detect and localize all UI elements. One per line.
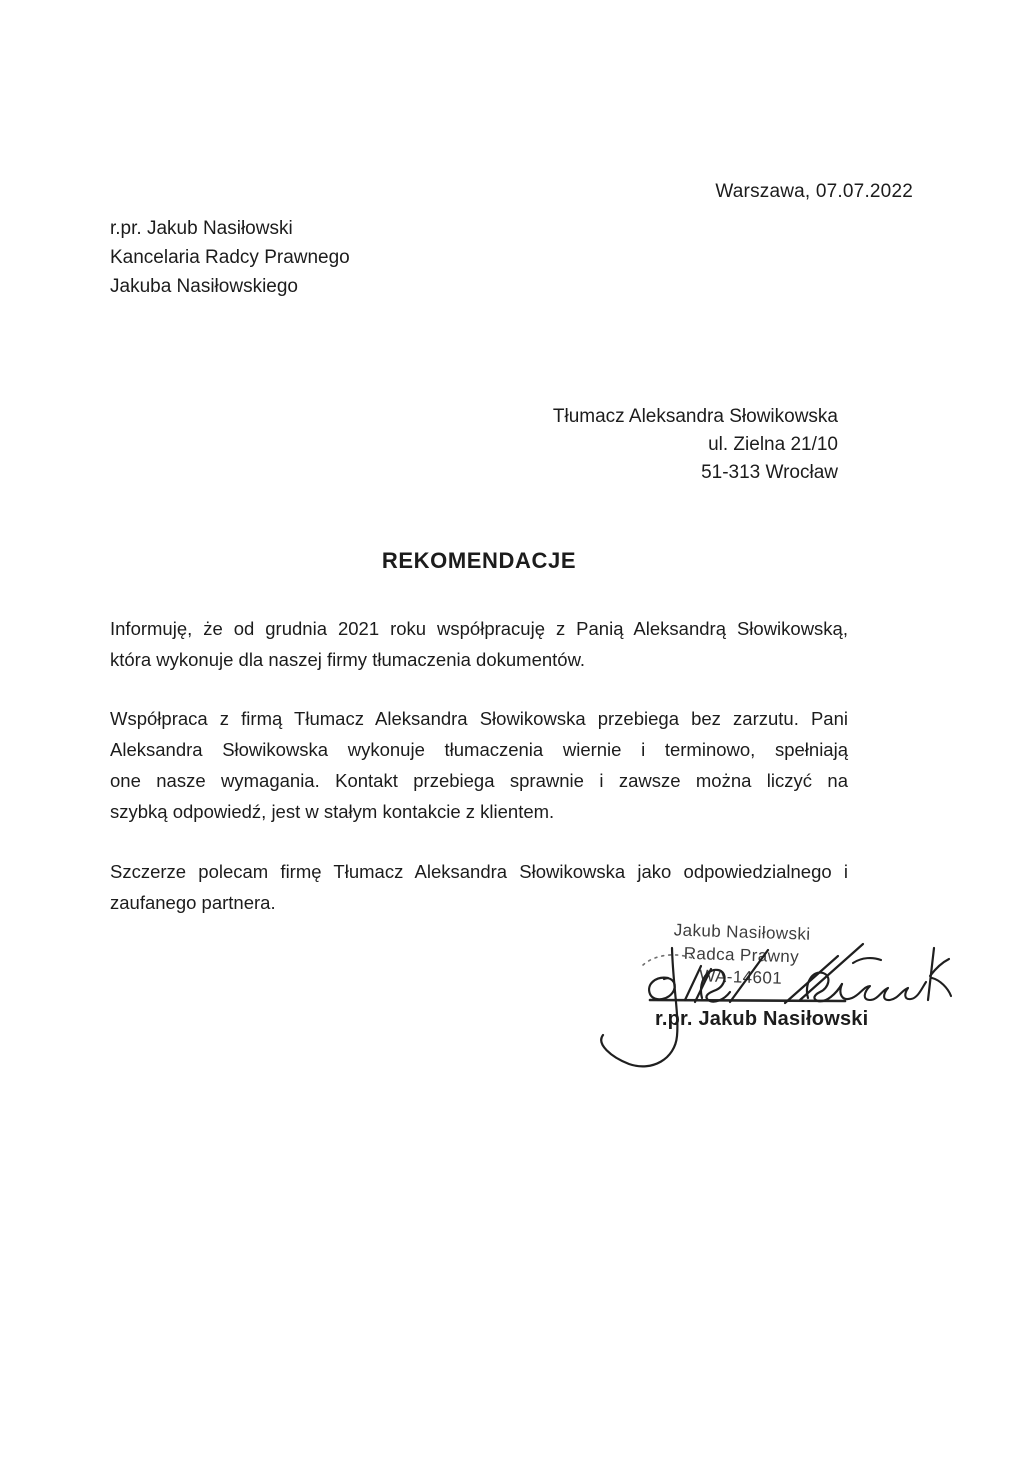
paragraph-2 xyxy=(110,703,848,827)
recipient-line: ul. Zielna 21/10 xyxy=(708,434,838,455)
paragraph-line: Informuję, że od grudnia 2021 roku współpracuję z Panią Aleksandrą Słowikowską, xyxy=(110,618,848,639)
paragraph-line: one nasze wymagania. Kontakt przebiega sprawnie i zawsze można liczyć na xyxy=(110,770,848,791)
recipient-block xyxy=(553,403,838,487)
paragraph-line: Aleksandra Słowikowska wykonuje tłumaczenia wiernie i terminowo, spełniają xyxy=(110,739,848,760)
recipient-line: Tłumacz Aleksandra Słowikowska xyxy=(552,406,838,427)
paragraph-line: Współpraca z firmą Tłumacz Aleksandra Słowikowska przebiega bez zarzutu. Pani xyxy=(110,708,848,729)
sender-block xyxy=(110,214,350,301)
document-title: REKOMENDACJE xyxy=(381,548,577,573)
recipient-line: 51-313 Wrocław xyxy=(701,462,838,483)
stamp-line-name: Jakub Nasiłowski xyxy=(673,920,811,944)
paragraph-line: szybką odpowiedź, jest w stałym kontakcie z klientem. xyxy=(110,801,555,822)
date-line: Warszawa, 07.07.2022 xyxy=(715,181,913,202)
stamp-line-title: Radca Prawny xyxy=(683,943,800,966)
paragraph-line: zaufanego partnera. xyxy=(110,892,276,913)
paragraph-line: Szczerze polecam firmę Tłumacz Aleksandra Słowikowska jako odpowiedzialnego i xyxy=(110,861,848,882)
paragraph-line: która wykonuje dla naszej firmy tłumaczenia dokumentów. xyxy=(110,649,586,670)
paragraph-1 xyxy=(110,613,848,675)
signature-caption: r.pr. Jakub Nasiłowski xyxy=(655,1008,869,1030)
sender-line: Kancelaria Radcy Prawnego xyxy=(110,247,350,268)
paragraph-3 xyxy=(110,856,848,918)
sender-line: r.pr. Jakub Nasiłowski xyxy=(110,218,293,239)
stamp-line-number: WA-14601 xyxy=(698,966,783,988)
sender-line: Jakuba Nasiłowskiego xyxy=(110,276,298,297)
lawyer-stamp xyxy=(658,919,825,992)
